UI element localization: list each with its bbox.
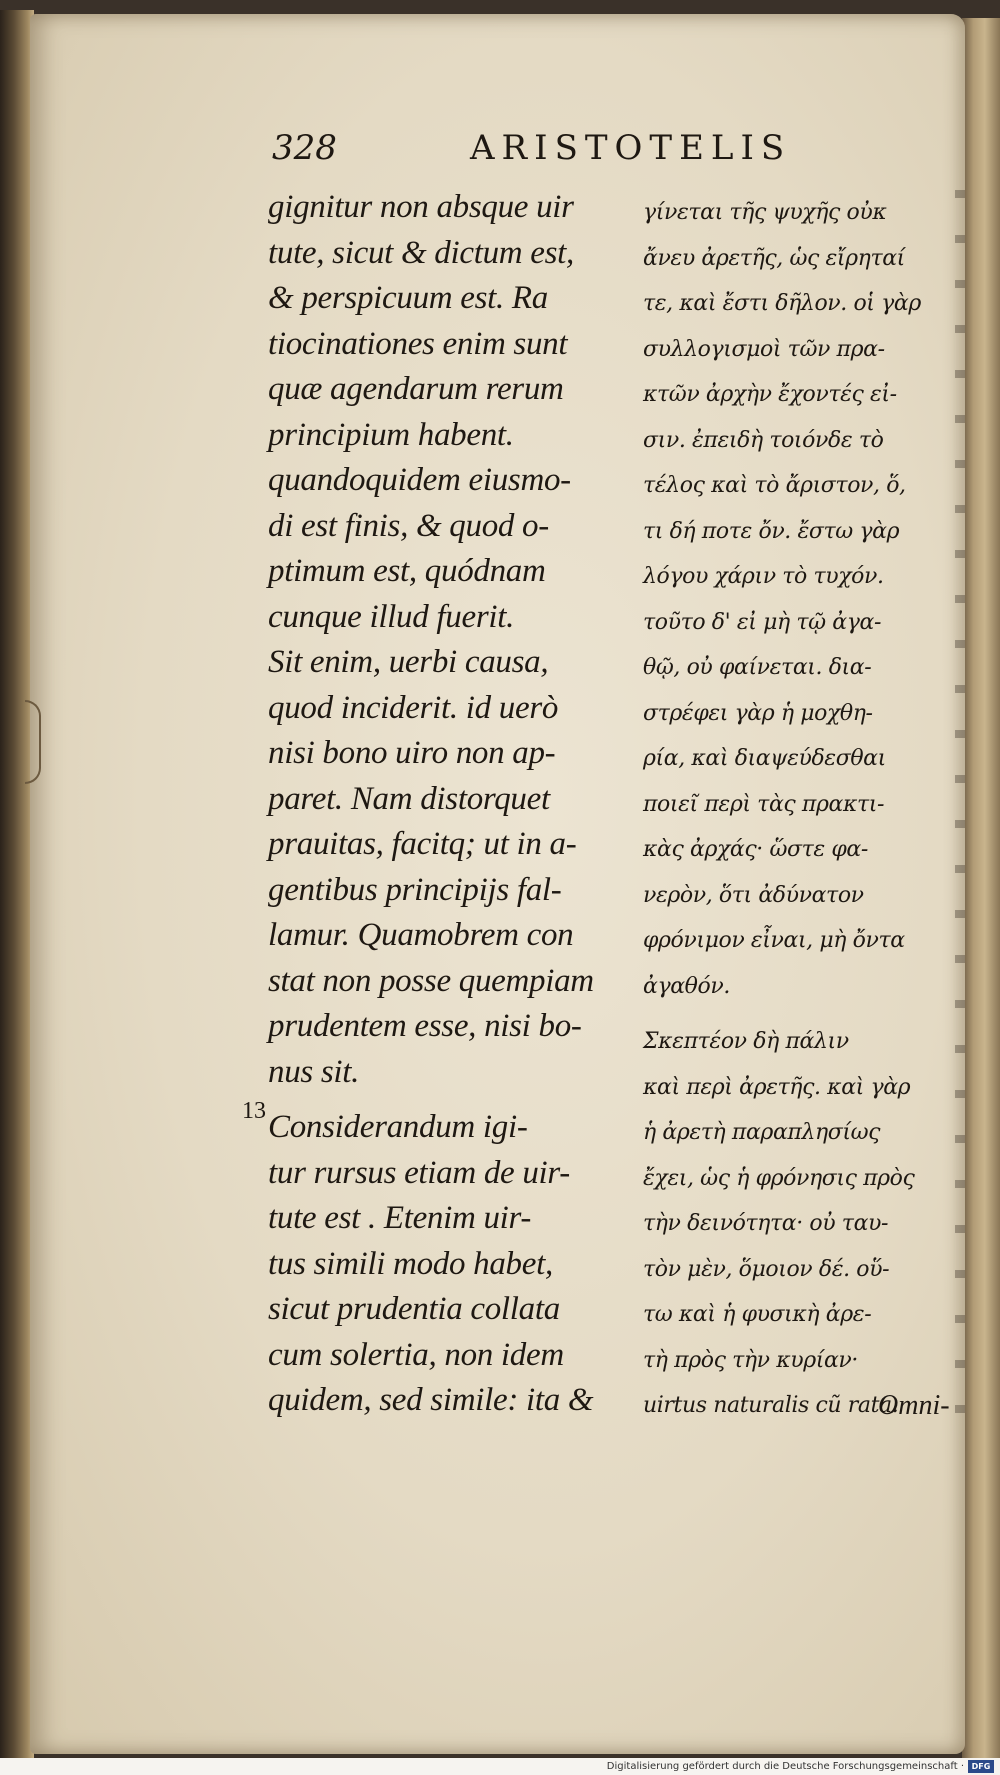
greek-text-line: τὴν δεινότητα· οὐ ταυ- [643,1211,889,1236]
greek-text-line: ποιεῖ περὶ τὰς πρακτι- [643,791,885,817]
greek-text-line: ἡ ἀρετὴ παραπλησίως [643,1120,881,1145]
greek-text-line: ρία, καὶ διαψεύδεσθαι [643,746,886,771]
paragraph-gap [643,1009,958,1019]
paragraph-gap [268,1095,613,1105]
greek-text-line: κτῶν ἀρχὴν ἔχοντές εἰ- [643,382,897,407]
greek-text-line: ἀγαθόν. [643,973,730,999]
latin-text-line: tute, sicut & dictum est, [268,234,574,271]
latin-text-line: sicut prudentia collata [268,1291,560,1327]
latin-text-line: quidem, sed simile: ita & [268,1382,594,1418]
latin-text-line: gentibus principijs fal- [268,871,562,908]
latin-text-line: quandoquidem eiusmo- [268,462,571,498]
latin-text-line: cum solertia, non idem [268,1336,564,1373]
page-block-edge [962,18,1000,1758]
digitization-credit: Digitalisierung gefördert durch die Deutsche Forschungsgemeinschaft · [606,1761,964,1772]
latin-text-line: quæ agendarum rerum [268,371,564,407]
greek-text-line: ἔχει, ὡς ἡ φρόνησις πρὸς [643,1165,915,1191]
greek-text-line: τέλος καὶ τὸ ἄριστον, ὅ, [643,473,906,498]
latin-text-line: tus simili modo habet, [268,1245,553,1282]
latin-text-line: nus sit. [268,1053,360,1090]
greek-text-line: φρόνιμον εἶναι, μὴ ὄντα [643,928,905,953]
greek-text-line: γίνεται τῆς ψυχῆς οὐκ [643,200,887,225]
latin-text-line: tute est . Etenim uir- [268,1200,532,1236]
greek-text-line: λόγου χάριν τὸ τυχόν. [643,564,884,589]
latin-column [268,185,613,1424]
latin-text-line: lamur. Quamobrem con [268,917,574,953]
greek-text-line: τω καὶ ἡ φυσικὴ ἀρε- [643,1302,872,1327]
latin-text-line: Sit enim, uerbi causa, [268,644,549,680]
margin-section-number: 13 [242,1098,266,1124]
latin-text-line: prauitas, facitq; ut in a- [268,826,577,862]
greek-column [643,190,958,1429]
latin-text-line: tiocinationes enim sunt [268,325,568,362]
greek-text-line: uirtus naturalis cũ rata. [643,1393,899,1418]
latin-text-line: tur rursus etiam de uir- [268,1154,570,1191]
greek-text-line: στρέφει γὰρ ἡ μοχθη- [643,700,873,726]
greek-text-line: ἄνευ ἀρετῆς, ὡς εἴρηταί [643,245,905,271]
latin-text-line: Considerandum igi- [268,1109,528,1145]
greek-text-line: καὶ περὶ ἀρετῆς. καὶ γὰρ [643,1074,911,1100]
greek-text-line: τὸν μὲν, ὅμοιον δέ. οὕ- [643,1256,890,1282]
catchword: Omni- [878,1390,950,1421]
dfg-logo: DFG [968,1760,994,1773]
greek-text-line: νερὸν, ὅτι ἀδύνατον [643,882,864,908]
latin-text-line: principium habent. [268,416,514,453]
greek-text-line: τὴ πρὸς τὴν κυρίαν· [643,1347,858,1373]
page-number: 328 [272,128,337,168]
latin-text-line: cunque illud fuerit. [268,598,515,635]
greek-text-line: τοῦτο δ' εἰ μὴ τῷ ἀγα- [643,609,881,635]
latin-text-line: quod inciderit. id uerò [268,689,559,726]
latin-text-line: nisi bono uiro non ap- [268,735,556,771]
latin-text-line: paret. Nam distorquet [268,780,550,817]
greek-text-line: τε, καὶ ἔστι δῆλον. οἱ γὰρ [643,291,921,316]
greek-text-line: θῷ, οὐ φαίνεται. δια- [643,655,872,680]
latin-text-line: stat non posse quempiam [268,962,594,999]
binding-edge [0,10,34,1765]
latin-text-line: gignitur non absque uir [268,189,574,225]
greek-text-line: τι δή ποτε ὄν. ἔστω γὰρ [643,518,900,544]
running-title: ARISTOTELIS [470,128,792,168]
latin-text-line: di est finis, & quod o- [268,507,549,544]
latin-text-line: & perspicuum est. Ra [268,280,548,316]
latin-text-line: prudentem esse, nisi bo- [268,1008,582,1044]
greek-text-line: σιν. ἐπειδὴ τοιόνδε τὸ [643,427,884,453]
binding-mark [25,700,41,784]
latin-text-line: ptimum est, quódnam [268,553,546,589]
greek-text-line: κὰς ἀρχάς· ὥστε φα- [643,837,868,862]
greek-text-line: συλλογισμοὶ τῶν πρα- [643,336,885,362]
greek-text-line: Σκεπτέον δὴ πάλιν [643,1029,849,1054]
